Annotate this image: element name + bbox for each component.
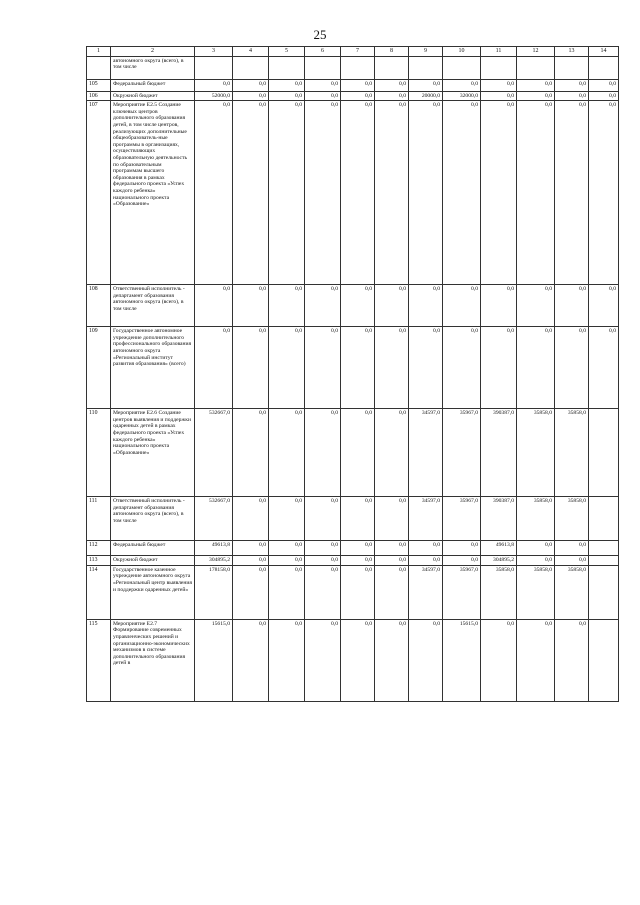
row-number-cell	[87, 56, 111, 79]
value-cell: 0,0	[269, 285, 305, 327]
value-cell: 0,0	[443, 541, 481, 556]
value-cell: 0,0	[375, 327, 409, 409]
value-cell: 0,0	[269, 101, 305, 285]
column-number: 13	[555, 47, 589, 57]
column-number: 10	[443, 47, 481, 57]
value-cell: 0,0	[589, 91, 619, 101]
value-cell: 304895,2	[481, 556, 517, 566]
value-cell	[375, 56, 409, 79]
value-cell: 0,0	[481, 91, 517, 101]
value-cell: 0,0	[555, 327, 589, 409]
table-row	[87, 79, 619, 91]
value-cell: 0,0	[409, 619, 443, 701]
value-cell	[589, 497, 619, 541]
value-cell: 178158,0	[195, 565, 233, 619]
value-cell	[341, 56, 375, 79]
value-cell: 0,0	[341, 541, 375, 556]
value-cell: 35858,0	[555, 497, 589, 541]
value-cell: 0,0	[517, 327, 555, 409]
row-description: Окружной бюджет	[111, 91, 195, 101]
value-cell: 0,0	[517, 101, 555, 285]
column-number: 7	[341, 47, 375, 57]
value-cell: 0,0	[305, 101, 341, 285]
row-description: Ответственный исполнитель - департамент образования автономного округа (всего), в том числе	[111, 285, 195, 327]
row-description: Федеральный бюджет	[111, 79, 195, 91]
value-cell: 0,0	[269, 619, 305, 701]
value-cell: 0,0	[341, 101, 375, 285]
value-cell	[589, 556, 619, 566]
value-cell: 0,0	[443, 556, 481, 566]
value-cell: 0,0	[341, 619, 375, 701]
column-number: 3	[195, 47, 233, 57]
value-cell: 0,0	[305, 497, 341, 541]
table-row	[87, 556, 619, 566]
value-cell: 0,0	[233, 91, 269, 101]
value-cell: 15615,0	[443, 619, 481, 701]
value-cell	[589, 409, 619, 497]
value-cell: 0,0	[305, 327, 341, 409]
value-cell: 0,0	[517, 556, 555, 566]
value-cell: 0,0	[341, 91, 375, 101]
header-row	[87, 47, 619, 57]
value-cell: 0,0	[269, 565, 305, 619]
row-number: 107	[87, 101, 111, 285]
value-cell: 34597,0	[409, 497, 443, 541]
table-row	[87, 409, 619, 497]
value-cell: 0,0	[305, 565, 341, 619]
value-cell: 0,0	[233, 497, 269, 541]
value-cell	[443, 56, 481, 79]
value-cell: 0,0	[305, 619, 341, 701]
table-row	[87, 565, 619, 619]
value-cell: 35967,0	[443, 497, 481, 541]
value-cell: 0,0	[341, 327, 375, 409]
row-description: Мероприятие Е2.6 Создание центров выявления и поддержки одаренных детей в рамках федерального проекта «Успех каждого ребенка» национального проекта «Образование»	[111, 409, 195, 497]
value-cell: 0,0	[305, 541, 341, 556]
row-number: 106	[87, 91, 111, 101]
value-cell: 0,0	[555, 91, 589, 101]
value-cell: 0,0	[375, 409, 409, 497]
value-cell	[481, 56, 517, 79]
row-number: 111	[87, 497, 111, 541]
value-cell: 15615,0	[195, 619, 233, 701]
value-cell: 0,0	[195, 79, 233, 91]
row-number: 109	[87, 327, 111, 409]
value-cell: 0,0	[555, 79, 589, 91]
value-cell: 0,0	[409, 327, 443, 409]
value-cell	[195, 56, 233, 79]
value-cell: 0,0	[517, 541, 555, 556]
budget-table	[86, 46, 619, 702]
value-cell: 0,0	[341, 409, 375, 497]
value-cell: 35858,0	[517, 497, 555, 541]
value-cell: 0,0	[517, 285, 555, 327]
value-cell: 34597,0	[409, 409, 443, 497]
value-cell: 32000,0	[443, 91, 481, 101]
table-row	[87, 101, 619, 285]
value-cell: 0,0	[195, 327, 233, 409]
row-number: 105	[87, 79, 111, 91]
value-cell: 532667,0	[195, 497, 233, 541]
row-description: автономного округа (всего), в том числе	[111, 56, 195, 79]
row-description: Окружной бюджет	[111, 556, 195, 566]
value-cell: 0,0	[233, 565, 269, 619]
value-cell	[589, 565, 619, 619]
value-cell: 390387,0	[481, 497, 517, 541]
table-row	[87, 497, 619, 541]
column-number: 11	[481, 47, 517, 57]
value-cell: 0,0	[233, 619, 269, 701]
value-cell: 0,0	[375, 497, 409, 541]
value-cell	[305, 56, 341, 79]
value-cell: 0,0	[443, 79, 481, 91]
value-cell: 52000,0	[195, 91, 233, 101]
value-cell	[555, 56, 589, 79]
value-cell: 0,0	[375, 101, 409, 285]
value-cell: 0,0	[269, 327, 305, 409]
value-cell: 0,0	[589, 285, 619, 327]
value-cell: 0,0	[305, 285, 341, 327]
value-cell: 0,0	[443, 101, 481, 285]
value-cell: 0,0	[341, 565, 375, 619]
value-cell: 0,0	[375, 556, 409, 566]
value-cell: 35858,0	[481, 565, 517, 619]
column-number: 6	[305, 47, 341, 57]
value-cell: 0,0	[269, 409, 305, 497]
value-cell: 0,0	[269, 79, 305, 91]
row-description: Федеральный бюджет	[111, 541, 195, 556]
value-cell: 390387,0	[481, 409, 517, 497]
value-cell: 0,0	[375, 79, 409, 91]
value-cell: 0,0	[409, 79, 443, 91]
column-number: 5	[269, 47, 305, 57]
value-cell: 0,0	[555, 556, 589, 566]
value-cell: 0,0	[233, 409, 269, 497]
value-cell: 0,0	[341, 497, 375, 541]
value-cell: 49613,8	[481, 541, 517, 556]
value-cell: 0,0	[305, 409, 341, 497]
value-cell: 0,0	[341, 79, 375, 91]
value-cell: 0,0	[589, 79, 619, 91]
value-cell: 35858,0	[517, 565, 555, 619]
value-cell: 0,0	[375, 565, 409, 619]
value-cell: 0,0	[269, 541, 305, 556]
value-cell: 0,0	[375, 91, 409, 101]
value-cell: 0,0	[305, 556, 341, 566]
table-row	[87, 327, 619, 409]
value-cell: 0,0	[269, 91, 305, 101]
value-cell: 0,0	[589, 327, 619, 409]
value-cell: 0,0	[555, 101, 589, 285]
value-cell	[517, 56, 555, 79]
value-cell: 0,0	[555, 541, 589, 556]
table-row	[87, 91, 619, 101]
value-cell: 0,0	[233, 285, 269, 327]
value-cell	[589, 541, 619, 556]
row-description: Мероприятие Е2.7 Формирование современных управленческих решений и организационно-экономических механизмов в системе дополнительного образования детей в	[111, 619, 195, 701]
table-row	[87, 541, 619, 556]
value-cell: 0,0	[481, 619, 517, 701]
value-cell	[409, 56, 443, 79]
column-number: 2	[111, 47, 195, 57]
value-cell: 0,0	[409, 285, 443, 327]
row-number: 113	[87, 556, 111, 566]
value-cell: 304895,2	[195, 556, 233, 566]
table-row	[87, 619, 619, 701]
value-cell: 0,0	[517, 91, 555, 101]
value-cell: 0,0	[233, 79, 269, 91]
value-cell: 0,0	[305, 91, 341, 101]
value-cell: 0,0	[375, 619, 409, 701]
value-cell: 0,0	[481, 79, 517, 91]
value-cell: 0,0	[195, 101, 233, 285]
value-cell: 0,0	[375, 541, 409, 556]
value-cell: 0,0	[409, 541, 443, 556]
row-description: Государственное казенное учреждение автономного округа «Региональный центр выявления и поддержки одаренных детей»	[111, 565, 195, 619]
continuation-row	[87, 56, 619, 79]
value-cell: 0,0	[517, 79, 555, 91]
column-number: 14	[589, 47, 619, 57]
column-number: 12	[517, 47, 555, 57]
row-number: 110	[87, 409, 111, 497]
value-cell: 0,0	[305, 79, 341, 91]
value-cell: 0,0	[375, 285, 409, 327]
value-cell: 0,0	[517, 619, 555, 701]
value-cell: 0,0	[233, 101, 269, 285]
value-cell: 0,0	[481, 101, 517, 285]
row-number: 108	[87, 285, 111, 327]
row-description: Ответственный исполнитель - департамент образования автономного округа (всего), в том числе	[111, 497, 195, 541]
value-cell	[269, 56, 305, 79]
column-number: 1	[87, 47, 111, 57]
value-cell: 0,0	[269, 556, 305, 566]
value-cell: 0,0	[233, 556, 269, 566]
row-description: Мероприятие Е2.5 Создание ключевых центров дополнительного образования детей, в том числе центров, реализующих дополнительные общеобразователь-ные программы в организациях, осуществляющих образовательную деятельность по образовательным программам высшего образования в рамках федерального проекта «Успех каждого ребенка» национального проекта «Образование»	[111, 101, 195, 285]
column-number: 4	[233, 47, 269, 57]
value-cell	[589, 619, 619, 701]
value-cell: 0,0	[341, 556, 375, 566]
value-cell: 35967,0	[443, 409, 481, 497]
value-cell	[233, 56, 269, 79]
row-number: 112	[87, 541, 111, 556]
page-number: 25	[313, 27, 327, 42]
value-cell: 0,0	[555, 285, 589, 327]
column-number: 8	[375, 47, 409, 57]
value-cell: 35858,0	[555, 565, 589, 619]
value-cell: 0,0	[443, 327, 481, 409]
value-cell: 34597,0	[409, 565, 443, 619]
value-cell: 0,0	[555, 619, 589, 701]
column-number: 9	[409, 47, 443, 57]
value-cell: 0,0	[195, 285, 233, 327]
value-cell: 0,0	[409, 556, 443, 566]
value-cell: 0,0	[481, 285, 517, 327]
value-cell: 0,0	[481, 327, 517, 409]
value-cell: 49613,8	[195, 541, 233, 556]
value-cell: 532667,0	[195, 409, 233, 497]
value-cell: 0,0	[409, 101, 443, 285]
value-cell: 35967,0	[443, 565, 481, 619]
value-cell: 0,0	[443, 285, 481, 327]
value-cell: 35858,0	[555, 409, 589, 497]
value-cell: 0,0	[341, 285, 375, 327]
value-cell: 20000,0	[409, 91, 443, 101]
row-number: 115	[87, 619, 111, 701]
value-cell: 35858,0	[517, 409, 555, 497]
value-cell	[589, 56, 619, 79]
row-description: Государственное автономное учреждение дополнительного профессионального образования автономного округа «Региональный институт развития образования» (всего)	[111, 327, 195, 409]
value-cell: 0,0	[269, 497, 305, 541]
value-cell: 0,0	[589, 101, 619, 285]
value-cell: 0,0	[233, 541, 269, 556]
table-row	[87, 285, 619, 327]
value-cell: 0,0	[233, 327, 269, 409]
row-number: 114	[87, 565, 111, 619]
